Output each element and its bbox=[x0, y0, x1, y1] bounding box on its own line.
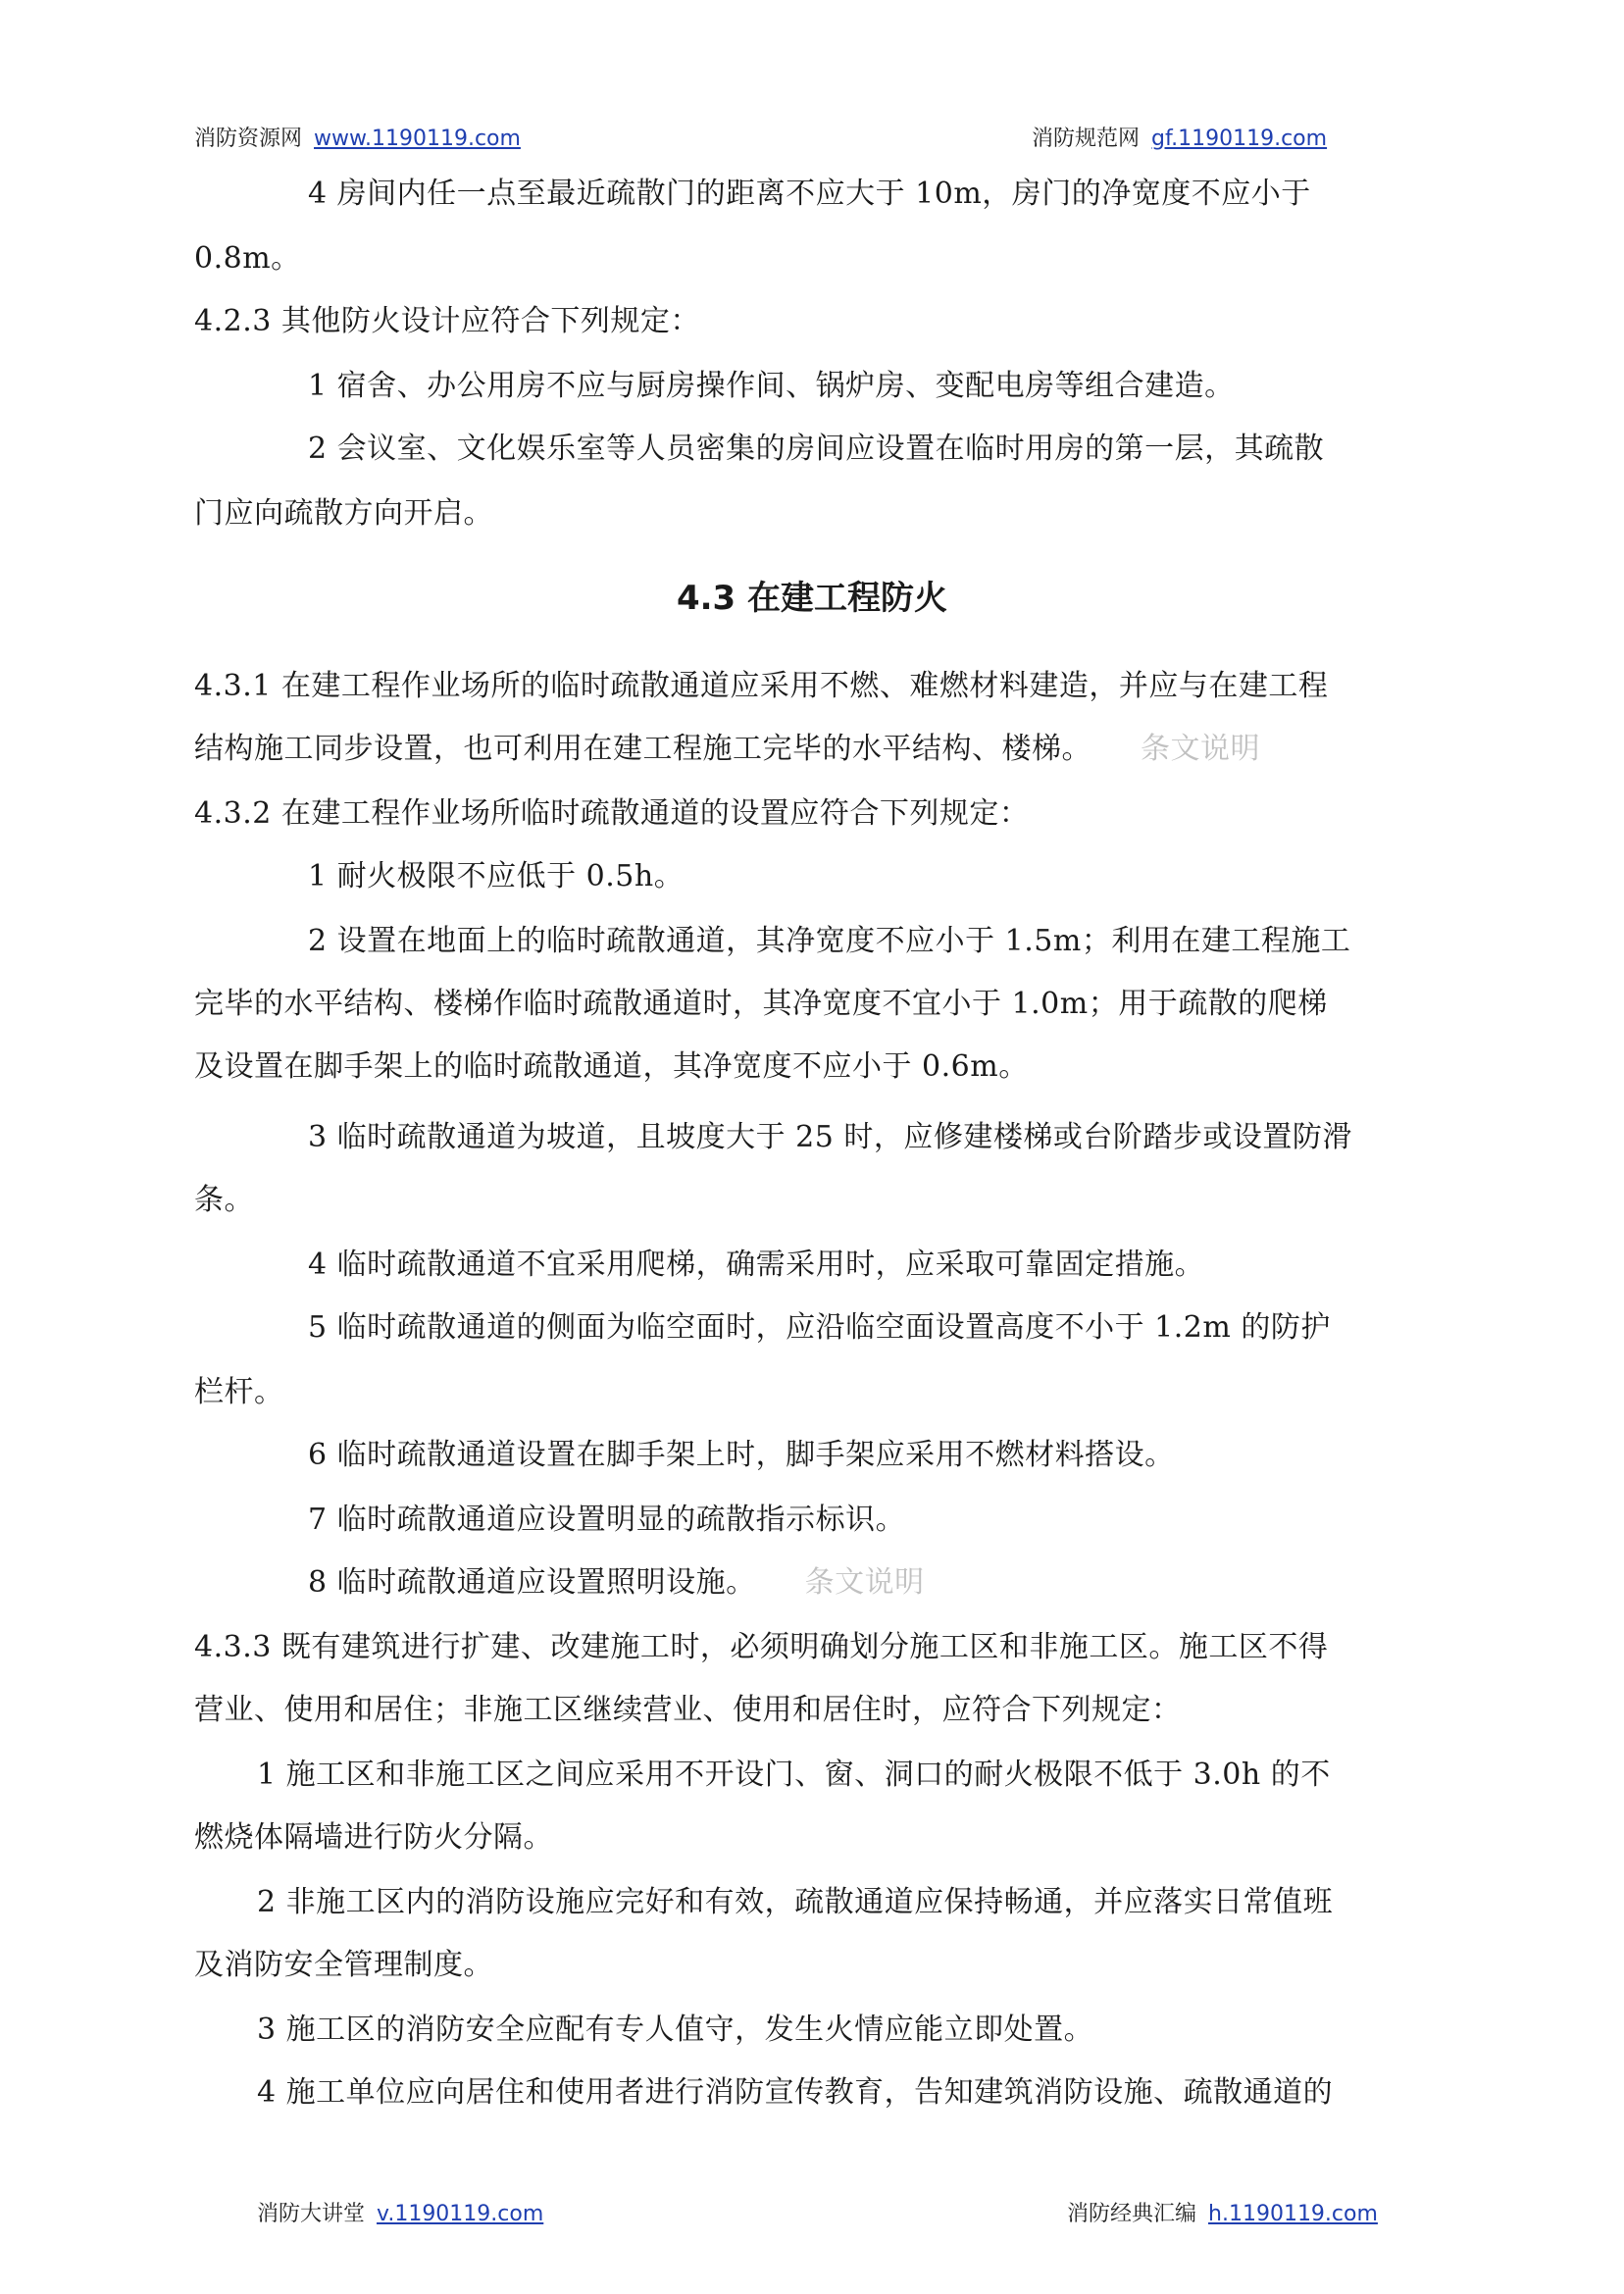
footer-left-link[interactable]: v.1190119.com bbox=[377, 2202, 544, 2226]
text-line: 1 宿舍、办公用房不应与厨房操作间、锅炉房、变配电房等组合建造。 bbox=[308, 369, 1235, 403]
footer-right bbox=[1067, 2197, 1378, 2227]
text-line: 4.3.2 在建工程作业场所临时疏散通道的设置应符合下列规定： bbox=[194, 796, 1030, 831]
footer-right-link[interactable]: h.1190119.com bbox=[1208, 2202, 1378, 2226]
header-left-link[interactable]: www.1190119.com bbox=[314, 127, 521, 151]
header-left bbox=[194, 122, 521, 152]
text-line: 7 临时疏散通道应设置明显的疏散指示标识。 bbox=[308, 1503, 906, 1537]
text-line: 4 房间内任一点至最近疏散门的距离不应大于 10m，房门的净宽度不应小于 bbox=[308, 177, 1311, 211]
header-right-label: 消防规范网 bbox=[1032, 127, 1141, 151]
section-title: 4.3 在建工程防火 bbox=[676, 579, 948, 618]
text-line-content: 8 临时疏散通道应设置照明设施。 bbox=[308, 1565, 756, 1600]
footer-left-label: 消防大讲堂 bbox=[257, 2202, 366, 2226]
text-line: 营业、使用和居住；非施工区继续营业、使用和居住时，应符合下列规定： bbox=[194, 1693, 1182, 1727]
text-line: 1 耐火极限不应低于 0.5h。 bbox=[308, 859, 685, 893]
text-line: 6 临时疏散通道设置在脚手架上时，脚手架应采用不燃材料搭设。 bbox=[308, 1438, 1175, 1472]
text-line: 燃烧体隔墙进行防火分隔。 bbox=[194, 1820, 553, 1855]
text-line: 1 施工区和非施工区之间应采用不开设门、窗、洞口的耐火极限不低于 3.0h 的不 bbox=[257, 1758, 1331, 1792]
text-line: 4.3.1 在建工程作业场所的临时疏散通道应采用不燃、难燃材料建造，并应与在建工程 bbox=[194, 669, 1329, 703]
text-line: 2 会议室、文化娱乐室等人员密集的房间应设置在临时用房的第一层，其疏散 bbox=[308, 432, 1325, 466]
text-line: 5 临时疏散通道的侧面为临空面时，应沿临空面设置高度不小于 1.2m 的防护 bbox=[308, 1310, 1331, 1345]
header-right-link[interactable]: gf.1190119.com bbox=[1151, 127, 1328, 151]
text-line: 4.2.3 其他防火设计应符合下列规定： bbox=[194, 304, 700, 338]
text-line: 栏杆。 bbox=[194, 1375, 284, 1409]
text-line: 条。 bbox=[194, 1183, 254, 1217]
text-line: 及设置在脚手架上的临时疏散通道，其净宽度不应小于 0.6m。 bbox=[194, 1049, 1029, 1084]
text-line bbox=[194, 730, 1260, 769]
text-line: 3 临时疏散通道为坡道，且坡度大于 25 时，应修建楼梯或台阶踏步或设置防滑 bbox=[308, 1120, 1352, 1154]
header-right bbox=[1032, 122, 1327, 152]
header-left-label: 消防资源网 bbox=[194, 127, 303, 151]
text-line: 2 非施工区内的消防设施应完好和有效，疏散通道应保持畅通，并应落实日常值班 bbox=[257, 1885, 1334, 1919]
text-line bbox=[308, 1563, 925, 1603]
text-line-content: 结构施工同步设置，也可利用在建工程施工完毕的水平结构、楼梯。 bbox=[194, 732, 1091, 766]
text-line: 3 施工区的消防安全应配有专人值守，发生火情应能立即处置。 bbox=[257, 2013, 1094, 2047]
clause-note-link[interactable]: 条文说明 bbox=[804, 1565, 925, 1600]
text-line: 0.8m。 bbox=[194, 241, 301, 276]
text-line: 4 施工单位应向居住和使用者进行消防宣传教育，告知建筑消防设施、疏散通道的 bbox=[257, 2075, 1334, 2110]
text-line: 完毕的水平结构、楼梯作临时疏散通道时，其净宽度不宜小于 1.0m；用于疏散的爬梯 bbox=[194, 987, 1328, 1021]
text-line: 4.3.3 既有建筑进行扩建、改建施工时，必须明确划分施工区和非施工区。施工区不得 bbox=[194, 1630, 1329, 1664]
footer-right-label: 消防经典汇编 bbox=[1067, 2202, 1197, 2226]
text-line: 2 设置在地面上的临时疏散通道，其净宽度不应小于 1.5m；利用在建工程施工 bbox=[308, 924, 1351, 958]
text-line: 4 临时疏散通道不宜采用爬梯，确需采用时，应采取可靠固定措施。 bbox=[308, 1248, 1205, 1282]
footer-left bbox=[257, 2197, 543, 2227]
clause-note-link[interactable]: 条文说明 bbox=[1141, 732, 1260, 766]
text-line: 门应向疏散方向开启。 bbox=[194, 496, 493, 531]
text-line: 及消防安全管理制度。 bbox=[194, 1948, 493, 1982]
